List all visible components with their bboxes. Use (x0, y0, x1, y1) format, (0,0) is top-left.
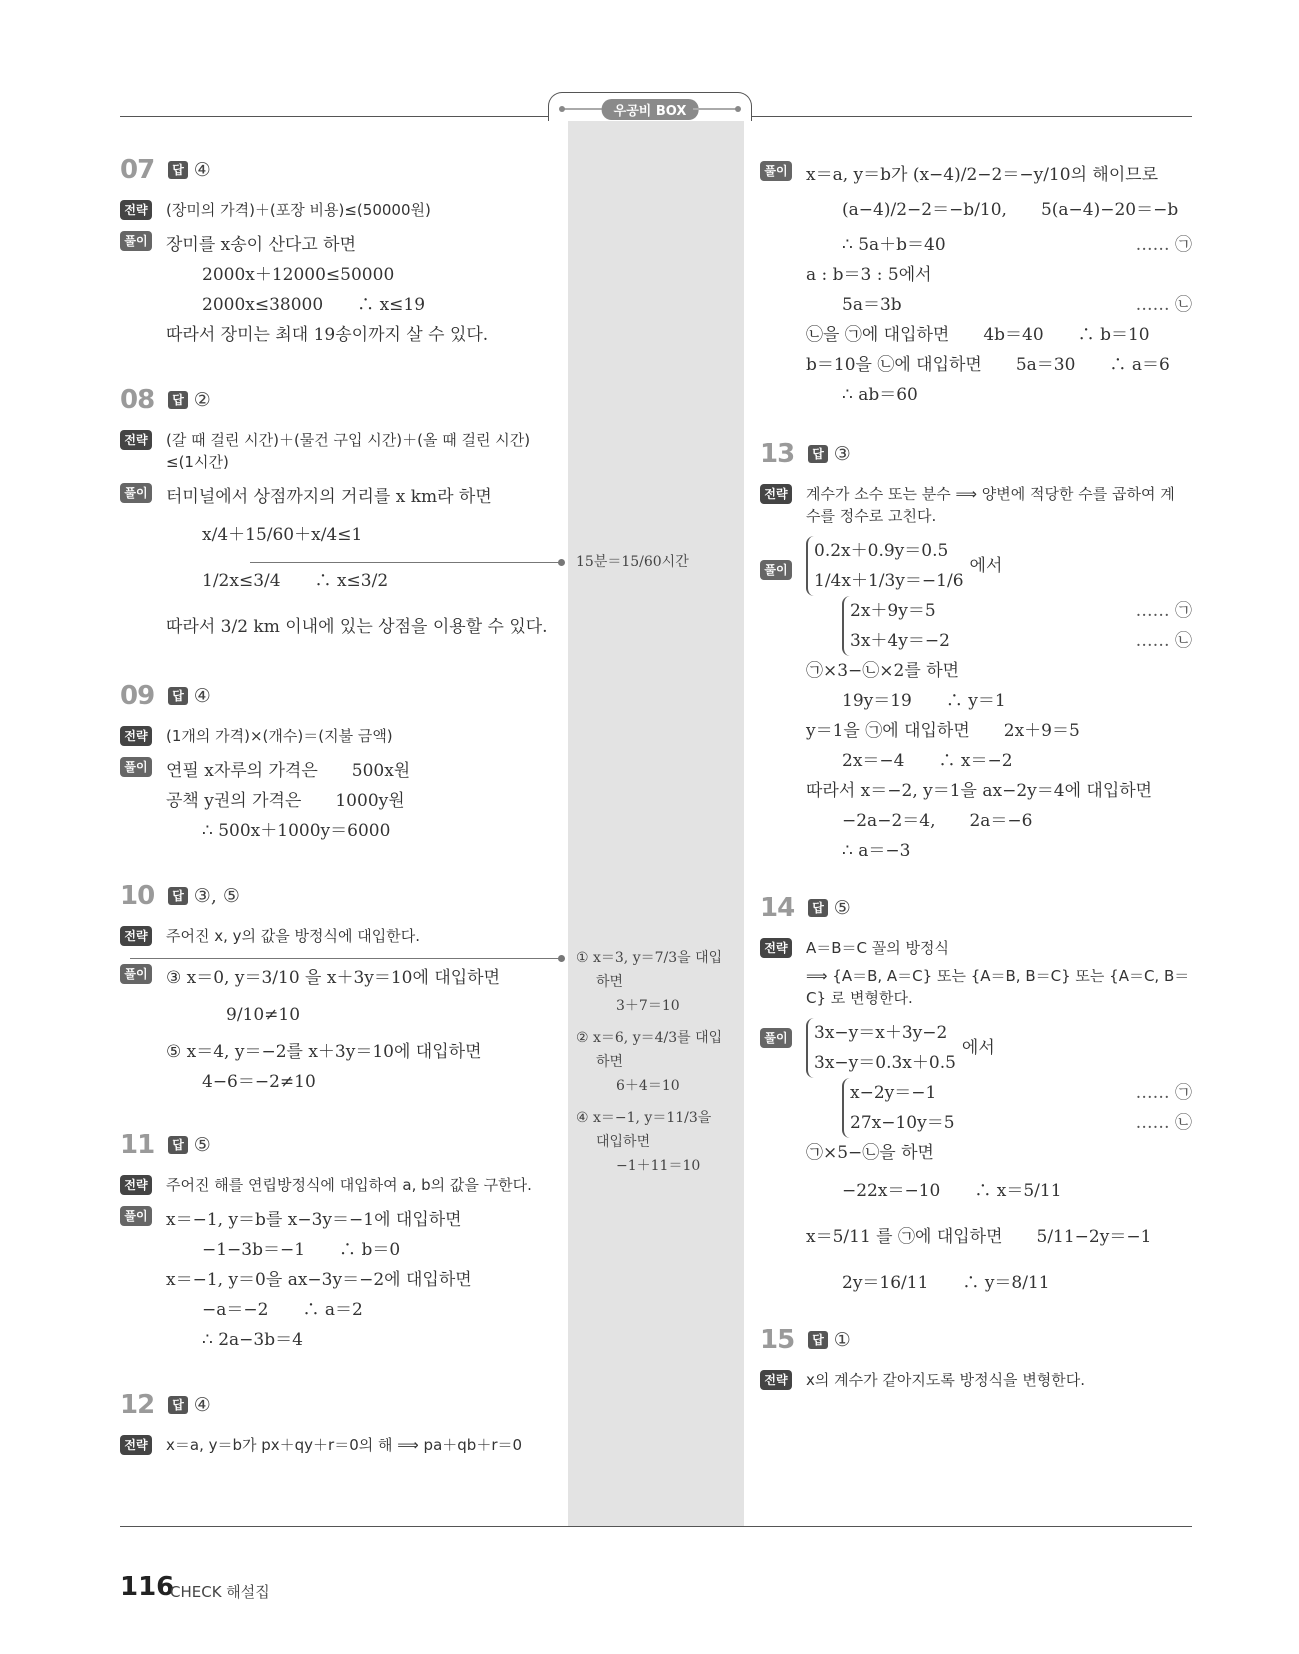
solution-line: 연필 x자루의 가격은 500x원 (166, 761, 411, 781)
solution-badge: 풀이 (120, 231, 152, 251)
solution-line: x＝5/11 를 ㉠에 대입하면 5/11−2y＝−1 (806, 1227, 1152, 1247)
strategy-text-2: ⟹ {A＝B, A＝C} 또는 {A＝B, B＝C} 또는 {A＝C, B＝C} 로 변형한다. (806, 967, 1190, 1007)
solution-line: −2a−2＝4, 2a＝−6 (842, 811, 1033, 831)
solution-badge: 풀이 (120, 483, 152, 503)
strategy-text-2: 수를 정수로 고친다. (806, 507, 937, 525)
solution-line: 2y＝16/11 ∴ y＝8/11 (842, 1273, 1050, 1293)
strategy-text: x의 계수가 같아지도록 방정식을 변형한다. (806, 1371, 1086, 1389)
tab-dot-left (559, 106, 565, 112)
solution-line: (a−4)/2−2＝−b/10, 5(a−4)−20＝−b (842, 200, 1179, 220)
answer-badge: 답 (168, 1396, 188, 1414)
answer-badge: 답 (808, 1331, 828, 1349)
solution-line: 에서 (961, 1038, 995, 1058)
solution-line: 3x−y＝0.3x＋0.5 (814, 1053, 956, 1073)
answer-badge: 답 (168, 687, 188, 705)
solution-line: ∴ ab＝60 (842, 385, 918, 405)
solution-line: ③ x＝0, y＝3/10 을 x＋3y＝10에 대입하면 (166, 968, 501, 988)
box-tab-label: 우공비 BOX (602, 99, 699, 120)
page-number: 116 (120, 1572, 175, 1602)
solution-line: 2000x≤38000 ∴ x≤19 (202, 295, 426, 315)
note-dot-08 (558, 559, 565, 566)
question-11 (120, 1125, 560, 1355)
side-note-line: −1＋11＝10 (616, 1158, 701, 1174)
answer-value: ④ (193, 159, 211, 181)
solution-line: x＝−1, y＝b를 x−3y＝−1에 대입하면 (166, 1210, 462, 1230)
question-15 (760, 1320, 1192, 1391)
solution-line: 19y＝19 ∴ y＝1 (842, 691, 1006, 711)
tab-dot-right (735, 106, 741, 112)
solution-line: 27x−10y＝5 (850, 1113, 955, 1133)
side-note-line: ④ x＝−1, y＝11/3을 (576, 1110, 712, 1126)
solution-line: ∴ 2a−3b＝4 (202, 1330, 303, 1350)
header-rule-left (120, 116, 550, 117)
system-brace (806, 1018, 956, 1078)
solution-badge: 풀이 (120, 1206, 152, 1226)
solution-line: 4−6＝−2≠10 (202, 1072, 316, 1092)
solution-line: 터미널에서 상점까지의 거리를 x km라 하면 (166, 487, 492, 507)
solution-line: 1/4x＋1/3y＝−1/6 (814, 571, 964, 591)
strategy-badge: 전략 (760, 1370, 792, 1390)
strategy-badge: 전략 (760, 938, 792, 958)
question-number: 07 (120, 155, 155, 185)
answer-value: ③, ⑤ (193, 885, 240, 907)
side-note-line: 6＋4＝10 (616, 1078, 680, 1094)
left-column (120, 150, 560, 1456)
answer-badge: 답 (168, 887, 188, 905)
solution-line: −a＝−2 ∴ a＝2 (202, 1300, 363, 1320)
side-note-line: 3＋7＝10 (616, 998, 680, 1014)
strategy-text: x＝a, y＝b가 px＋qy＋r＝0의 해 ⟹ pa＋qb＋r＝0 (166, 1436, 523, 1454)
solution-line: 1/2x≤3/4 ∴ x≤3/2 (202, 571, 389, 591)
right-column (760, 160, 1192, 1391)
solution-line: ㉠×3−㉡×2를 하면 (806, 661, 960, 681)
solution-badge: 풀이 (760, 560, 792, 580)
question-12 (120, 1385, 560, 1456)
strategy-text: (장미의 가격)＋(포장 비용)≤(50000원) (166, 201, 431, 219)
answer-badge: 답 (168, 1136, 188, 1154)
strategy-text-2: ≤(1시간) (166, 453, 229, 471)
strategy-text: (1개의 가격)×(개수)＝(지불 금액) (166, 727, 393, 745)
box-tab (548, 92, 752, 121)
question-08 (120, 380, 560, 650)
strategy-badge: 전략 (120, 726, 152, 746)
question-number: 09 (120, 681, 155, 711)
strategy-badge: 전략 (120, 200, 152, 220)
solution-line: a : b＝3 : 5에서 (806, 265, 932, 285)
question-09 (120, 676, 560, 846)
strategy-text: A＝B＝C 꼴의 방정식 (806, 939, 950, 957)
strategy-badge: 전략 (120, 1175, 152, 1195)
solution-line: −22x＝−10 ∴ x＝5/11 (842, 1181, 1062, 1201)
solution-line: 2x＋9y＝5 (850, 601, 936, 621)
question-number: 13 (760, 439, 795, 469)
answer-value: ④ (193, 1394, 211, 1416)
strategy-text: 주어진 해를 연립방정식에 대입하여 a, b의 값을 구한다. (166, 1176, 532, 1194)
strategy-badge: 전략 (120, 926, 152, 946)
side-note-line: ② x＝6, y＝4/3를 대입 (576, 1030, 723, 1046)
tab-line-right (693, 108, 739, 110)
solution-line: 9/10≠10 (226, 1005, 301, 1025)
answer-badge: 답 (808, 899, 828, 917)
side-note-line: 하면 (596, 1054, 624, 1070)
solution-line: 2000x＋12000≤50000 (202, 265, 395, 285)
question-number: 14 (760, 893, 795, 923)
equation-tag: …… ㉡ (1135, 295, 1192, 315)
solution-line: 따라서 x＝−2, y＝1을 ax−2y＝4에 대입하면 (806, 781, 1153, 801)
strategy-text: (갈 때 걸린 시간)＋(물건 구입 시간)＋(올 때 걸린 시간) (166, 431, 531, 449)
equation-tag: …… ㉠ (1135, 601, 1192, 621)
solution-line: ㉠×5−㉡을 하면 (806, 1143, 934, 1163)
solution-line: x−2y＝−1 (850, 1083, 937, 1103)
solution-line: 2x＝−4 ∴ x＝−2 (842, 751, 1013, 771)
note-dot-10 (558, 955, 565, 962)
question-number: 12 (120, 1390, 155, 1420)
answer-badge: 답 (168, 391, 188, 409)
solution-line: 0.2x＋0.9y＝0.5 (814, 541, 949, 561)
solution-badge: 풀이 (120, 964, 152, 984)
solution-line: ∴ 500x＋1000y＝6000 (202, 821, 391, 841)
solution-badge: 풀이 (760, 161, 792, 181)
solution-line: ∴ a＝−3 (842, 841, 911, 861)
answer-value: ① (833, 1329, 851, 1351)
strategy-text: 주어진 x, y의 값을 방정식에 대입한다. (166, 927, 420, 945)
side-note-10 (576, 946, 722, 1178)
tab-line-left (561, 108, 607, 110)
question-number: 15 (760, 1325, 795, 1355)
equation-tag: …… ㉠ (1135, 235, 1192, 255)
footer-rule (120, 1526, 1192, 1527)
solution-line: 장미를 x송이 산다고 하면 (166, 235, 357, 255)
side-note-08: 15분＝15/60시간 (576, 554, 689, 570)
solution-line: x/4＋15/60＋x/4≤1 (202, 525, 363, 545)
system-brace (806, 536, 964, 596)
strategy-text: 계수가 소수 또는 분수 ⟹ 양변에 적당한 수를 곱하여 계 (806, 485, 1175, 503)
equation-tag: …… ㉡ (1135, 1113, 1192, 1133)
solution-line: x＝a, y＝b가 (x−4)/2−2＝−y/10의 해이므로 (806, 165, 1159, 185)
answer-value: ⑤ (193, 1134, 211, 1156)
solution-line: 따라서 장미는 최대 19송이까지 살 수 있다. (166, 325, 489, 345)
question-number: 10 (120, 881, 155, 911)
book-title: CHECK 해설집 (170, 1583, 270, 1601)
answer-value: ⑤ (833, 897, 851, 919)
equation-tag: …… ㉡ (1135, 631, 1192, 651)
box-column (568, 118, 744, 1526)
note-connector-08 (250, 562, 562, 563)
side-note-line: ① x＝3, y＝7/3을 대입 (576, 950, 723, 966)
solution-line: 5a＝3b (842, 295, 902, 315)
question-10 (120, 876, 560, 1097)
question-number: 08 (120, 385, 155, 415)
solution-line: 3x−y＝x＋3y−2 (814, 1023, 948, 1043)
strategy-badge: 전략 (120, 1435, 152, 1455)
note-connector-10 (130, 958, 562, 959)
side-note-line: 대입하면 (596, 1134, 651, 1150)
solution-line: 따라서 3/2 km 이내에 있는 상점을 이용할 수 있다. (166, 617, 548, 637)
answer-value: ④ (193, 685, 211, 707)
solution-badge: 풀이 (120, 757, 152, 777)
solution-line: b＝10을 ㉡에 대입하면 5a＝30 ∴ a＝6 (806, 355, 1170, 375)
solution-line: ∴ 5a＋b＝40 (842, 235, 946, 255)
question-13 (760, 434, 1192, 866)
solution-line: −1−3b＝−1 ∴ b＝0 (202, 1240, 401, 1260)
answer-badge: 답 (808, 445, 828, 463)
solution-line: 공책 y권의 가격은 1000y원 (166, 791, 405, 811)
solution-line: ⑤ x＝4, y＝−2를 x＋3y＝10에 대입하면 (166, 1042, 482, 1062)
answer-badge: 답 (168, 161, 188, 179)
strategy-badge: 전략 (120, 430, 152, 450)
solution-line: 에서 (969, 556, 1003, 576)
question-14 (760, 888, 1192, 1306)
question-number: 11 (120, 1130, 155, 1160)
header-rule-right (748, 116, 1192, 117)
answer-value: ② (193, 389, 211, 411)
equation-tag: …… ㉠ (1135, 1083, 1192, 1103)
solution-line: 3x＋4y＝−2 (850, 631, 950, 651)
side-note-line: 하면 (596, 974, 624, 990)
strategy-badge: 전략 (760, 484, 792, 504)
solution-line: ㉡을 ㉠에 대입하면 4b＝40 ∴ b＝10 (806, 325, 1150, 345)
question-07 (120, 150, 560, 350)
solution-line: y＝1을 ㉠에 대입하면 2x＋9＝5 (806, 721, 1080, 741)
solution-badge: 풀이 (760, 1028, 792, 1048)
solution-line: x＝−1, y＝0을 ax−3y＝−2에 대입하면 (166, 1270, 472, 1290)
answer-value: ③ (833, 443, 851, 465)
